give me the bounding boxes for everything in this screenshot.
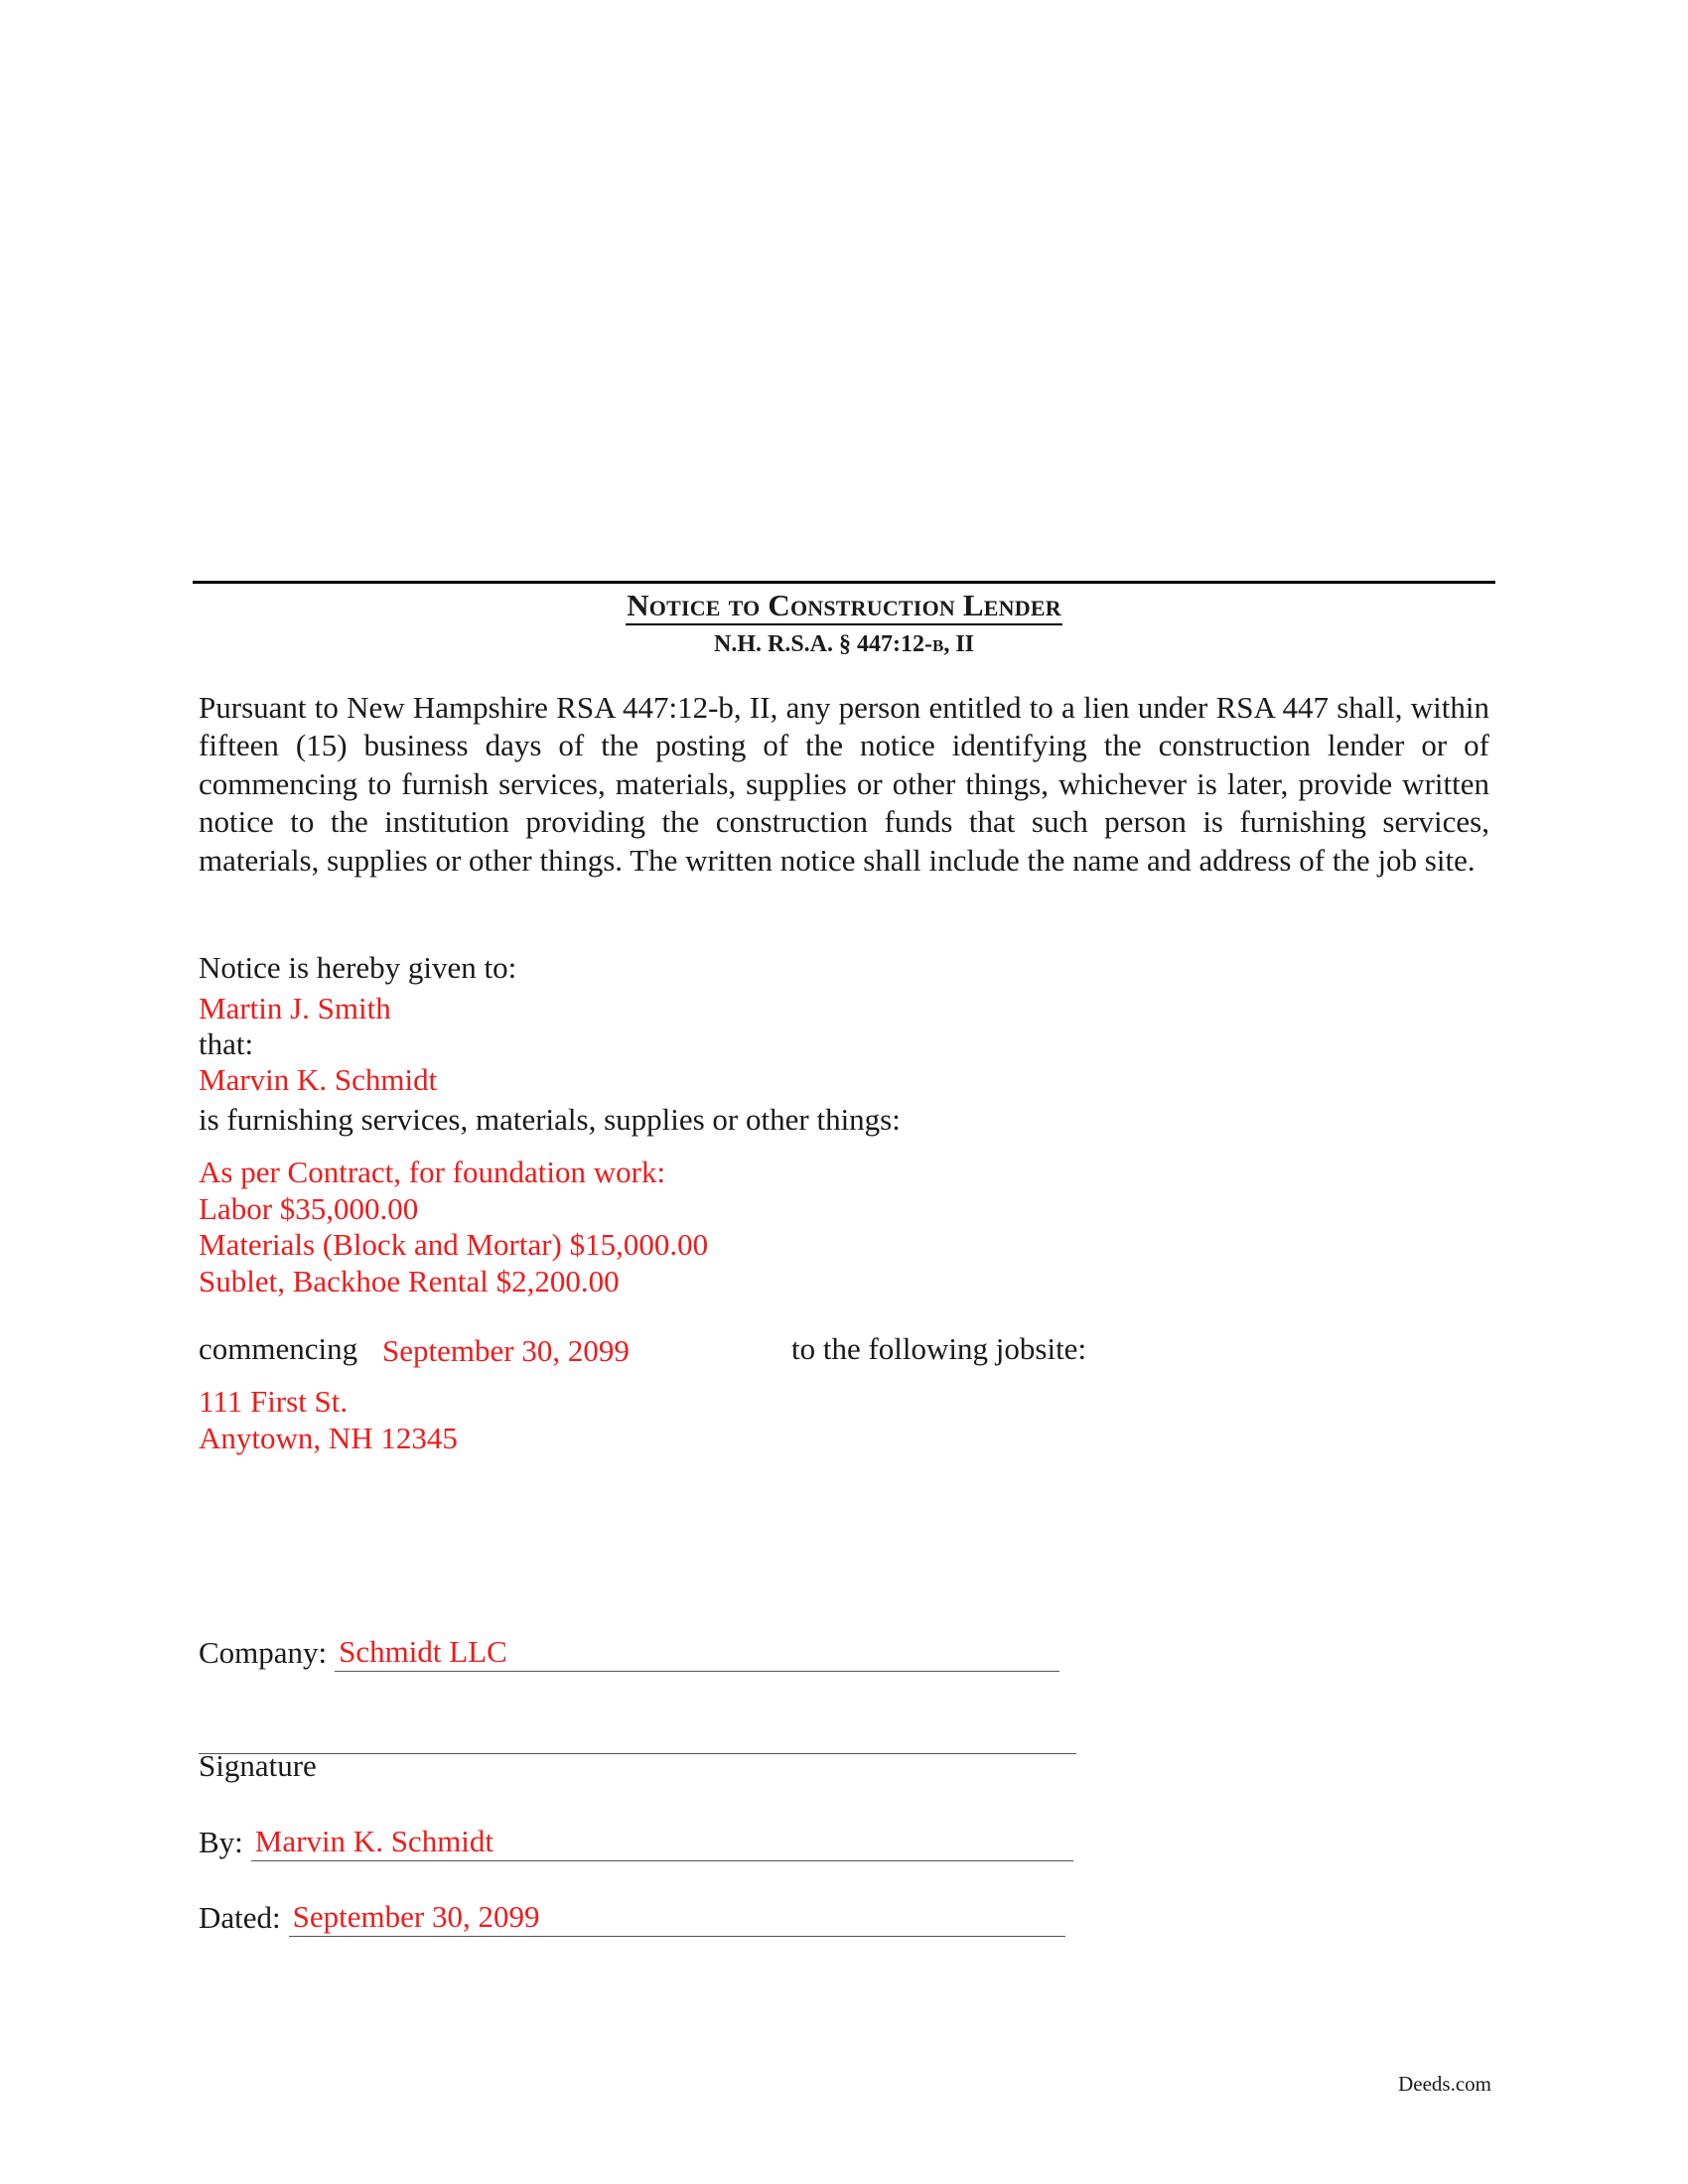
jobsite-address-line: Anytown, NH 12345 — [199, 1421, 458, 1455]
dated-field — [199, 1898, 1065, 1937]
item-line: Labor $35,000.00 — [199, 1191, 419, 1226]
signature-label: Signature — [199, 1748, 317, 1783]
company-value: Schmidt LLC — [335, 1633, 1059, 1672]
signature-line — [199, 1753, 1076, 1754]
by-value: Marvin K. Schmidt — [251, 1823, 1073, 1861]
top-rule — [193, 581, 1495, 584]
by-field — [199, 1823, 1073, 1861]
furnishing-label: is furnishing services, materials, supplies or other things: — [199, 1102, 901, 1137]
lender-name: Martin J. Smith — [199, 991, 391, 1025]
that-label: that: — [199, 1026, 254, 1061]
item-line: Sublet, Backhoe Rental $2,200.00 — [199, 1264, 620, 1298]
title-block — [193, 588, 1495, 661]
item-line: Materials (Block and Mortar) $15,000.00 — [199, 1227, 709, 1262]
dated-value: September 30, 2099 — [289, 1898, 1065, 1937]
dated-label: Dated: — [199, 1900, 281, 1935]
notice-given-label: Notice is hereby given to: — [199, 950, 517, 985]
company-label: Company: — [199, 1635, 328, 1670]
commencing-label: commencing — [199, 1331, 358, 1366]
item-line: As per Contract, for foundation work: — [199, 1155, 666, 1189]
jobsite-address-line: 111 First St. — [199, 1384, 349, 1419]
intro-paragraph: Pursuant to New Hampshire RSA 447:12-b, II, any person entitled to a lien under RSA 447 shall, within fifteen (15) business days of the posting of the notice identifying the construction lender or of commencing to furnish services, materials, supplies or other things, whichever is later, provide written notice to the institution providing the construction funds that such person is furnishing services, materials, supplies or other things. The written notice shall include the name and address of the job site. — [199, 690, 1489, 878]
company-field — [199, 1633, 1059, 1672]
document-subtitle: N.H. R.S.A. § 447:12-b, II — [713, 631, 974, 657]
claimant-name: Marvin K. Schmidt — [199, 1062, 438, 1097]
by-label: By: — [199, 1825, 243, 1859]
footer-brand: Deeds.com — [1398, 2072, 1491, 2096]
commencing-date: September 30, 2099 — [382, 1333, 630, 1368]
jobsite-label: to the following jobsite: — [791, 1331, 1087, 1366]
document-title: Notice to Construction Lender — [626, 588, 1062, 625]
